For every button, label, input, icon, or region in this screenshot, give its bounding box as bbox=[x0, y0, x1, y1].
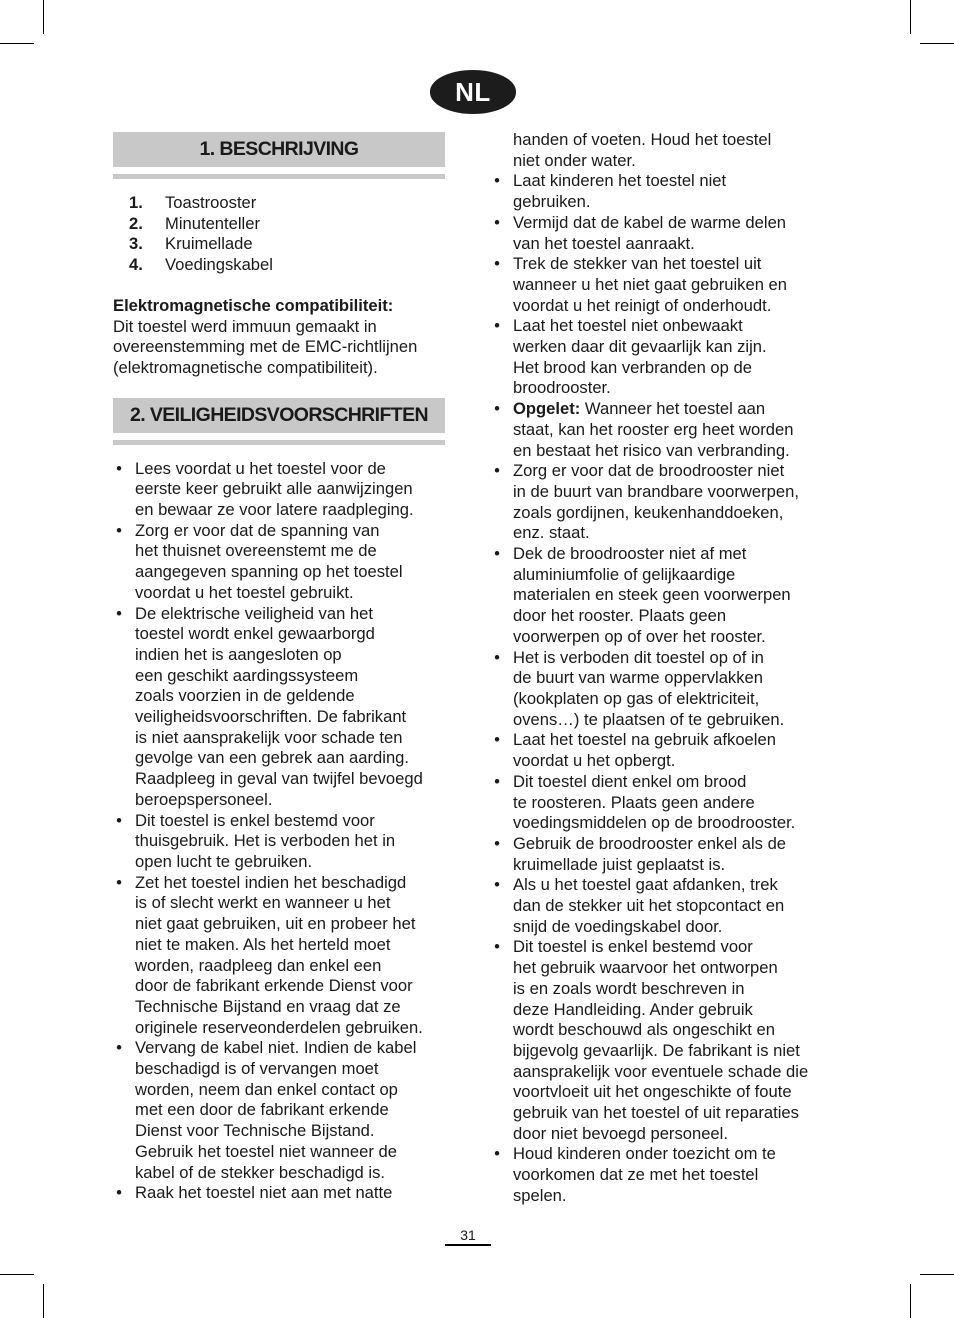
bullet-icon: • bbox=[494, 461, 500, 481]
item-number: 3. bbox=[129, 234, 143, 254]
parts-list bbox=[113, 193, 445, 276]
text-line: zoals voorzien in de geldende bbox=[135, 686, 355, 706]
text-line: open lucht te gebruiken. bbox=[135, 851, 313, 871]
text-line: gevolge van een gebrek aan aarding. bbox=[135, 748, 410, 768]
list-item bbox=[491, 834, 826, 875]
text-line: met een door de fabrikant erkende bbox=[135, 1100, 389, 1120]
list-item bbox=[491, 730, 826, 771]
bullet-icon: • bbox=[494, 730, 500, 750]
list-item bbox=[113, 604, 445, 811]
text-line: Dit toestel werd immuun gemaakt in bbox=[113, 316, 377, 336]
list-item bbox=[113, 1038, 445, 1183]
text-line: enz. staat. bbox=[513, 523, 590, 543]
text-line bbox=[513, 399, 826, 420]
bullet-icon: • bbox=[494, 544, 500, 564]
text-line: door niet bevoegd personeel. bbox=[513, 1123, 728, 1143]
text-line: aansprakelijk voor eventuele schade die bbox=[513, 1061, 809, 1081]
item-number: 4. bbox=[129, 255, 143, 275]
text-line: aluminiumfolie of gelijkaardige bbox=[513, 564, 736, 584]
emc-text bbox=[113, 317, 445, 379]
text-line: Houd kinderen onder toezicht om te bbox=[513, 1144, 776, 1164]
right-column bbox=[491, 130, 826, 1207]
text-line: ovens…) te plaatsen of te gebruiken. bbox=[513, 709, 785, 729]
text-line: is of slecht werkt en wanneer u het bbox=[135, 893, 391, 913]
text-line: broodrooster. bbox=[513, 378, 611, 398]
text-line: niet te maken. Als het herteld moet bbox=[135, 934, 391, 954]
text-line: (elektromagnetische compatibiliteit). bbox=[113, 357, 378, 377]
text-line: door het rooster. Plaats geen bbox=[513, 606, 727, 626]
text-line: Dit toestel dient enkel om brood bbox=[513, 771, 747, 791]
text-line: bijgevolg gevaarlijk. De fabrikant is niet bbox=[513, 1040, 800, 1060]
text-line: voedingsmiddelen op de broodrooster. bbox=[513, 813, 796, 833]
text-line: voordat u het toestel gebruikt. bbox=[135, 582, 354, 602]
text-line: Dienst voor Technische Bijstand. bbox=[135, 1121, 375, 1141]
heading-rule bbox=[113, 174, 445, 179]
text-line: het gebruik waarvoor het ontworpen bbox=[513, 958, 778, 978]
text-line: Lees voordat u het toestel voor de bbox=[135, 458, 386, 478]
text-line: Dit toestel is enkel bestemd voor bbox=[513, 937, 753, 957]
list-item bbox=[491, 213, 826, 254]
text-line: werken daar dit gevaarlijk kan zijn. bbox=[513, 337, 767, 357]
crop-mark bbox=[920, 43, 954, 44]
bullet-icon: • bbox=[116, 810, 122, 830]
text-line: Vervang de kabel niet. Indien de kabel bbox=[135, 1038, 417, 1058]
crop-mark bbox=[910, 1284, 911, 1318]
text-line: deze Handleiding. Ander gebruik bbox=[513, 999, 753, 1019]
crop-mark bbox=[43, 0, 44, 34]
text-line: thuisgebruik. Het is verboden het in bbox=[135, 831, 396, 851]
list-item bbox=[129, 193, 445, 214]
bullet-icon: • bbox=[494, 254, 500, 274]
text-line: niet onder water. bbox=[513, 150, 636, 170]
list-item bbox=[129, 255, 445, 276]
text-line: het thuisnet overeenstemt me de bbox=[135, 541, 377, 561]
text-line: een geschikt aardingssysteem bbox=[135, 665, 359, 685]
list-item bbox=[491, 772, 826, 834]
text-run: Wanneer het toestel aan bbox=[580, 399, 766, 419]
item-label: Toastrooster bbox=[165, 193, 257, 212]
heading-rule bbox=[113, 440, 445, 445]
text-line: beroepspersoneel. bbox=[135, 789, 273, 809]
bullet-icon: • bbox=[494, 647, 500, 667]
text-line: dan de stekker uit het stopcontact en bbox=[513, 896, 785, 916]
bullet-icon: • bbox=[494, 1144, 500, 1164]
text-line: de buurt van warme oppervlakken bbox=[513, 668, 763, 688]
list-item bbox=[491, 648, 826, 731]
text-line: Dit toestel is enkel bestemd voor bbox=[135, 810, 375, 830]
emc-block bbox=[113, 296, 445, 379]
crop-mark bbox=[920, 1274, 954, 1275]
list-item bbox=[491, 937, 826, 1144]
text-line: en bewaar ze voor latere raadpleging. bbox=[135, 500, 414, 520]
text-line: Als u het toestel gaat afdanken, trek bbox=[513, 875, 778, 895]
text-line: overeenstemming met de EMC-richtlijnen bbox=[113, 337, 418, 357]
text-line: toestel wordt enkel gewaarborgd bbox=[135, 624, 375, 644]
item-number: 1. bbox=[129, 193, 143, 212]
text-line: originele reserveonderdelen gebruiken. bbox=[135, 1017, 423, 1037]
list-item bbox=[491, 544, 826, 648]
list-item bbox=[113, 811, 445, 873]
text-line: gebruik van het toestel of uit reparaties bbox=[513, 1103, 799, 1123]
list-item bbox=[491, 316, 826, 399]
list-item bbox=[113, 1183, 445, 1204]
list-item bbox=[491, 399, 826, 461]
safety-list-left bbox=[113, 459, 445, 1204]
text-line: Het is verboden dit toestel op of in bbox=[513, 647, 764, 667]
text-line: kruimellade juist geplaatst is. bbox=[513, 854, 726, 874]
text-line: Zorg er voor dat de spanning van bbox=[135, 520, 380, 540]
list-item bbox=[129, 214, 445, 235]
text-line: worden, neem dan enkel contact op bbox=[135, 1079, 398, 1099]
text-line: Dek de broodrooster niet af met bbox=[513, 544, 747, 564]
text-line: voordat u het reinigt of onderhoudt. bbox=[513, 295, 772, 315]
list-item bbox=[491, 1144, 826, 1206]
text-line: veiligheidsvoorschriften. De fabrikant bbox=[135, 707, 407, 727]
text-line: spelen. bbox=[513, 1185, 567, 1205]
text-line: Vermijd dat de kabel de warme delen bbox=[513, 212, 787, 232]
bullet-icon: • bbox=[494, 771, 500, 791]
bullet-icon: • bbox=[116, 603, 122, 623]
text-line: Technische Bijstand en vraag dat ze bbox=[135, 996, 401, 1016]
text-line: voortvloeit uit het ongeschikte of foute bbox=[513, 1082, 792, 1102]
text-line: te roosteren. Plaats geen andere bbox=[513, 792, 755, 812]
text-line: van het toestel aanraakt. bbox=[513, 233, 695, 253]
bullet-icon: • bbox=[494, 399, 500, 419]
section-heading-safety bbox=[113, 398, 445, 445]
text-line: Het brood kan verbranden op de bbox=[513, 357, 752, 377]
text-line: (kookplaten op gas of elektriciteit, bbox=[513, 688, 760, 708]
item-number: 2. bbox=[129, 213, 143, 233]
list-item bbox=[491, 254, 826, 316]
bullet-icon: • bbox=[116, 872, 122, 892]
text-line: worden, raadpleeg dan enkel een bbox=[135, 955, 382, 975]
text-line: is en zoals wordt beschreven in bbox=[513, 978, 745, 998]
text-line: gebruiken. bbox=[513, 192, 591, 212]
text-line: zoals gordijnen, keukenhanddoeken, bbox=[513, 502, 784, 522]
section-heading-description bbox=[113, 132, 445, 179]
text-line: Gebruik het toestel niet wanneer de bbox=[135, 1141, 397, 1161]
text-line: door de fabrikant erkende Dienst voor bbox=[135, 976, 413, 996]
text-line: materialen en steek geen voorwerpen bbox=[513, 585, 791, 605]
warning-label: Opgelet: bbox=[513, 399, 581, 419]
text-line: Zet het toestel indien het beschadigd bbox=[135, 872, 407, 892]
text-line: Laat het toestel na gebruik afkoelen bbox=[513, 730, 776, 750]
bullet-icon: • bbox=[494, 875, 500, 895]
list-item bbox=[113, 521, 445, 604]
text-line: indien het is aangesloten op bbox=[135, 644, 342, 664]
list-item bbox=[491, 875, 826, 937]
text-line: voorwerpen op of over het rooster. bbox=[513, 626, 766, 646]
text-line: staat, kan het rooster erg heet worden bbox=[513, 419, 794, 439]
bullet-icon: • bbox=[494, 171, 500, 191]
item-label: Voedingskabel bbox=[165, 255, 273, 275]
bullet-icon: • bbox=[494, 833, 500, 853]
emc-title: Elektromagnetische compatibiliteit: bbox=[113, 295, 394, 315]
text-line: Zorg er voor dat de broodrooster niet bbox=[513, 461, 785, 481]
section-title: 1. BESCHRIJVING bbox=[113, 132, 445, 167]
text-line: niet gaat gebruiken, uit en probeer het bbox=[135, 914, 416, 934]
bullet-icon: • bbox=[116, 1038, 122, 1058]
text-line: Raadpleeg in geval van twijfel bevoegd bbox=[135, 769, 423, 789]
text-line: Laat het toestel niet onbewaakt bbox=[513, 316, 743, 336]
text-line: kabel of de stekker beschadigd is. bbox=[135, 1162, 385, 1182]
page-number-rule bbox=[445, 1244, 491, 1246]
bullet-icon: • bbox=[116, 1183, 122, 1203]
text-line: beschadigd is of vervangen moet bbox=[135, 1059, 379, 1079]
list-item bbox=[113, 459, 445, 521]
text-line: De elektrische veiligheid van het bbox=[135, 603, 373, 623]
text-line: voordat u het opbergt. bbox=[513, 751, 676, 771]
text-line: Raak het toestel niet aan met natte bbox=[135, 1183, 393, 1203]
section-title: 2. VEILIGHEIDSVOORSCHRIFTEN bbox=[113, 398, 445, 433]
list-item bbox=[491, 171, 826, 212]
list-item bbox=[491, 461, 826, 544]
text-line: aangegeven spanning op het toestel bbox=[135, 562, 403, 582]
language-badge: NL bbox=[430, 70, 516, 114]
text-line: Gebruik de broodrooster enkel als de bbox=[513, 833, 787, 853]
text-line: is niet aansprakelijk voor schade ten bbox=[135, 727, 403, 747]
text-line: wordt beschouwd als ongeschikt en bbox=[513, 1020, 775, 1040]
text-line: handen of voeten. Houd het toestel bbox=[513, 130, 772, 149]
list-item bbox=[129, 234, 445, 255]
text-line: Laat kinderen het toestel niet bbox=[513, 171, 727, 191]
crop-mark bbox=[0, 1274, 34, 1275]
left-column bbox=[113, 132, 445, 1204]
crop-mark bbox=[0, 43, 34, 44]
text-line: wanneer u het niet gaat gebruiken en bbox=[513, 274, 787, 294]
crop-mark bbox=[43, 1284, 44, 1318]
bullet-icon: • bbox=[494, 316, 500, 336]
text-line: en bestaat het risico van verbranding. bbox=[513, 440, 790, 460]
text-line: Trek de stekker van het toestel uit bbox=[513, 254, 762, 274]
text-line: snijd de voedingskabel door. bbox=[513, 916, 723, 936]
text-line: voorkomen dat ze met het toestel bbox=[513, 1165, 759, 1185]
list-item bbox=[113, 873, 445, 1039]
item-label: Kruimellade bbox=[165, 234, 253, 254]
bullet-icon: • bbox=[494, 212, 500, 232]
text-line: in de buurt van brandbare voorwerpen, bbox=[513, 481, 799, 501]
safety-list-right bbox=[491, 171, 826, 1206]
text-line: eerste keer gebruikt alle aanwijzingen bbox=[135, 479, 413, 499]
crop-mark bbox=[910, 0, 911, 34]
continued-text bbox=[491, 130, 826, 171]
bullet-icon: • bbox=[116, 458, 122, 478]
bullet-icon: • bbox=[116, 520, 122, 540]
bullet-icon: • bbox=[494, 937, 500, 957]
page-number: 31 bbox=[460, 1227, 476, 1243]
item-label: Minutenteller bbox=[165, 213, 261, 233]
